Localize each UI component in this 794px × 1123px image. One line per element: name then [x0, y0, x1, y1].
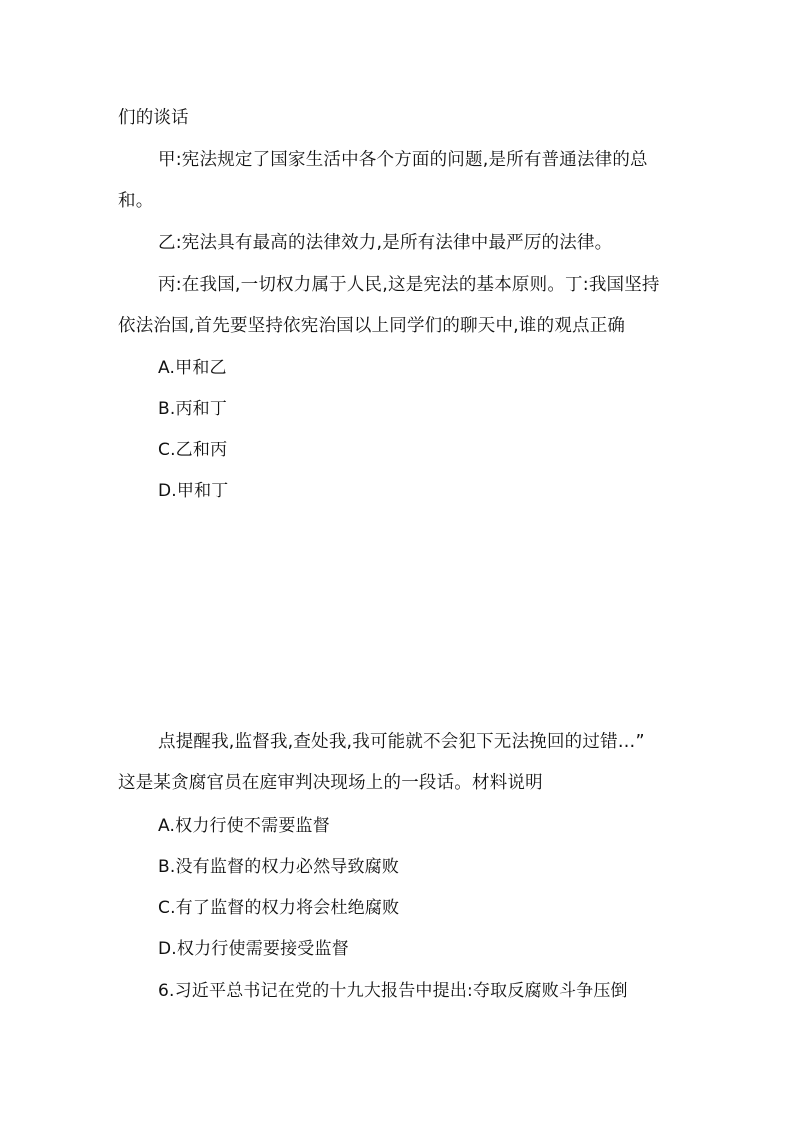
option-a-bottom: A.权力行使不需要监督 [158, 816, 330, 836]
statement-a-line2: 和。 [118, 191, 154, 211]
option-d: D.甲和丁 [158, 481, 229, 501]
statement-b: 乙:宪法具有最高的法律效力,是所有法律中最严厉的法律。 [158, 233, 613, 253]
option-c-bottom: C.有了监督的权力将会杜绝腐败 [158, 898, 400, 918]
option-b-bottom: B.没有监督的权力必然导致腐败 [158, 857, 400, 877]
option-a: A.甲和乙 [158, 358, 227, 378]
option-b: B.丙和丁 [158, 399, 228, 419]
quote-line1: 点提醒我,监督我,查处我,我可能就不会犯下无法挽回的过错…” [158, 732, 645, 752]
option-c: C.乙和丙 [158, 440, 228, 460]
statement-c-line2: 依法治国,首先要坚持依宪治国以上同学们的聊天中,谁的观点正确 [118, 316, 626, 336]
statement-a-line1: 甲:宪法规定了国家生活中各个方面的问题,是所有普通法律的总 [158, 150, 648, 170]
question-intro-text: 们的谈话 [118, 108, 189, 128]
next-question-text: 6.习近平总书记在党的十九大报告中提出:夺取反腐败斗争压倒 [158, 981, 628, 1001]
statement-c-line1: 丙:在我国,一切权力属于人民,这是宪法的基本原则。丁:我国坚持 [158, 275, 660, 295]
option-d-bottom: D.权力行使需要接受监督 [158, 939, 349, 959]
quote-line2: 这是某贪腐官员在庭审判决现场上的一段话。材料说明 [118, 773, 543, 793]
